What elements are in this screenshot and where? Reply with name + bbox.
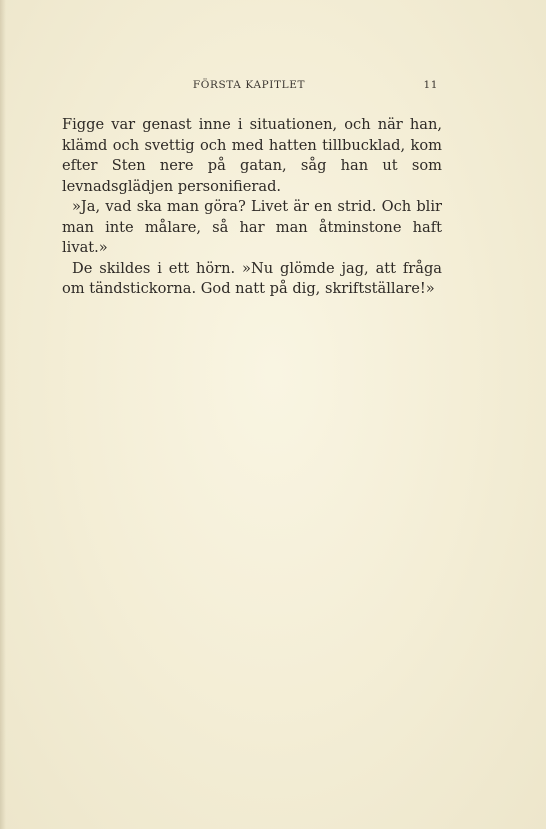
body-text [62, 115, 442, 300]
paragraph-2: »Ja, vad ska man göra? Livet är en strid. Och blir man inte målare, så har man åtminstone haft livat.» [62, 198, 442, 256]
chapter-title: FÖRSTA KAPITLET [192, 79, 306, 91]
running-head [60, 79, 438, 95]
paragraph-1: Figge var genast inne i situationen, och när han, klämd och svettig och med hatten tillbucklad, kom efter Sten nere på gatan, såg han ut som levnadsglädjen personifierad. [62, 116, 442, 195]
paragraph-3: De skildes i ett hörn. »Nu glömde jag, att fråga om tändstickorna. God natt på dig, skriftställare!» [62, 259, 442, 297]
spine-shadow [0, 0, 6, 829]
page-number: 11 [423, 79, 438, 91]
